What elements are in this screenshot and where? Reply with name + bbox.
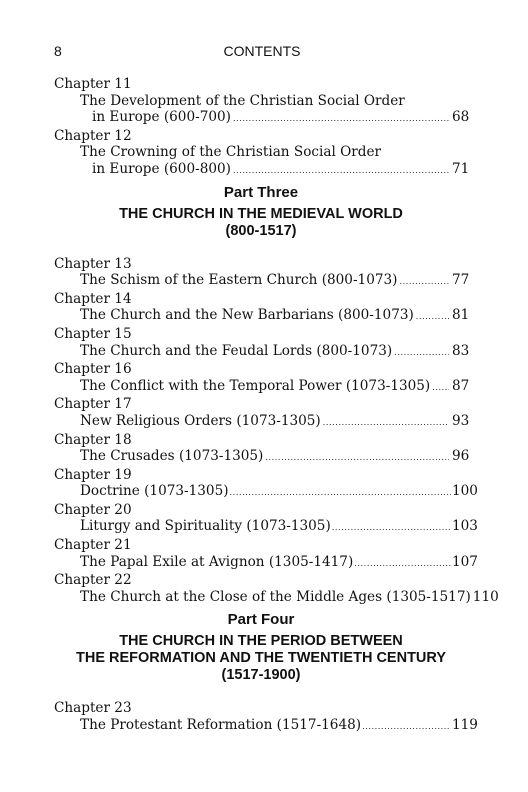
chapter-title-cont: in Europe (600-700) ..... 68 [80,109,468,128]
page-ref: 103 [452,518,478,535]
page-ref: 100 [452,483,478,500]
chapter-label: Chapter 13 [54,255,132,272]
leader-dots [233,111,449,128]
page-ref: 87 [452,377,470,394]
chapter-title: The Schism of the Eastern Church (800-1073) ..... 77 [80,272,468,291]
leader-dots [399,274,449,291]
part-title: THE CHURCH IN THE PERIOD BETWEEN THE REFORMATION AND THE TWENTIETH CENTURY (1517-1900) [76,633,446,684]
toc-item [54,291,468,326]
chapter-title: The Protestant Reformation (1517-1648) ..... 119 [80,717,468,736]
page-number: 8 [54,43,62,59]
chapter-label: Chapter 18 [54,431,132,448]
leader-dots [416,309,449,326]
leader-dots [354,556,451,573]
page-ref: 77 [452,272,470,289]
chapter-title: The Papal Exile at Avignon (1305-1417) ..... 107 [80,554,468,573]
toc-item [54,432,468,467]
toc-item [54,537,478,572]
part-label: Part Three [223,183,299,201]
chapter-label: Chapter 17 [54,396,132,413]
toc-item [54,466,478,502]
chapter-label: Chapter 11 [54,76,132,92]
page-ref: 107 [452,553,478,570]
leader-dots [233,163,449,180]
chapter-label: Chapter 16 [54,361,132,378]
toc-item [54,396,468,431]
page-ref: 83 [452,342,470,359]
chapter-title: The Conflict with the Temporal Power (1073-1305) ..... 87 [80,378,468,397]
running-title: CONTENTS [223,43,301,59]
toc-item [54,76,468,128]
part-title: THE CHURCH IN THE MEDIEVAL WORLD (800-1517) [119,205,403,239]
toc-item [54,361,468,396]
chapter-title: Liturgy and Spirituality (1073-1305) ..... 103 [80,518,468,537]
toc-item [54,700,478,735]
chapter-label: Chapter 20 [54,501,132,518]
leader-dots [323,415,449,432]
toc-body [54,76,499,736]
chapter-title: The Development of the Christian Social Order [80,92,405,109]
chapter-list [54,255,499,608]
chapter-label: Chapter 15 [54,325,132,342]
leader-dots [362,719,451,736]
chapter-title: Doctrine (1073-1305) ..... 100 [80,483,468,502]
chapter-label: Chapter 22 [54,572,132,589]
toc-item [54,501,478,537]
chapter-label: Chapter 12 [54,127,132,144]
toc-item [54,256,468,291]
toc-item [54,572,499,607]
chapter-title: The Crusades (1073-1305) ..... 96 [80,448,468,467]
chapter-label: Chapter 19 [54,466,132,483]
chapter-label: Chapter 14 [54,290,132,307]
toc-item [54,326,468,361]
page-ref: 81 [452,307,470,324]
chapter-title-cont: in Europe (600-800) ..... 71 [80,161,468,180]
chapter-title: New Religious Orders (1073-1305) ..... 93 [80,413,468,432]
page-header [54,43,470,61]
part-label: Part Four [227,611,295,629]
page-ref: 93 [452,412,470,429]
chapter-title: The Church and the Feudal Lords (800-1073) ..... 83 [80,343,468,362]
leader-dots [230,485,451,502]
chapter-label: Chapter 21 [54,537,132,554]
toc-item [54,128,468,180]
leader-dots [432,380,449,397]
page-ref: 96 [452,448,470,465]
page-ref: 71 [452,160,470,177]
leader-dots [394,345,449,362]
page-ref: 110 [472,588,499,605]
page-ref: 119 [452,717,478,734]
leader-dots [265,450,449,467]
chapter-title: The Crowning of the Christian Social Order [80,144,381,161]
chapter-title: The Church and the New Barbarians (800-1073) ..... 81 [80,307,468,326]
chapter-title: The Church at the Close of the Middle Ages (1305-1517) 110 [80,588,499,605]
leader-dots [332,520,451,537]
page-ref: 68 [452,109,470,126]
chapter-label: Chapter 23 [54,700,132,717]
chapter-list [54,700,478,735]
